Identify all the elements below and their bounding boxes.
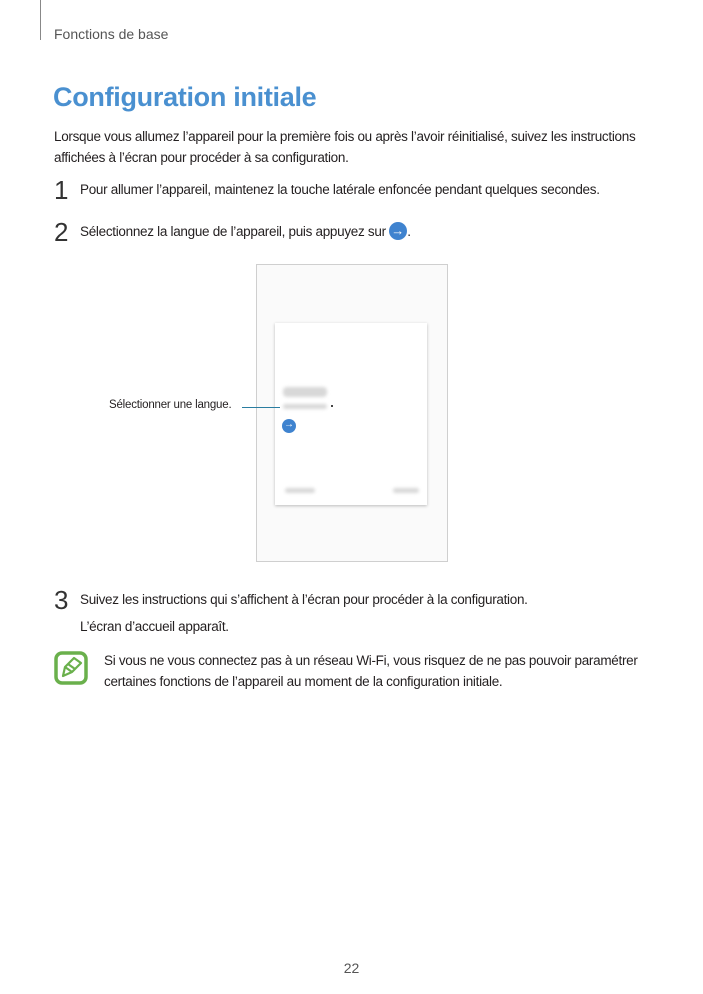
page-number: 22 [343,960,360,976]
step-3-result: L’écran d’accueil apparaît. [80,619,229,634]
blurred-language-selector [283,404,327,409]
intro-paragraph: Lorsque vous allumez l’appareil pour la première fois ou après l’avoir réinitialisé, suivez les instructions affichées à l’écran pour procéder à sa configuration. [54,129,636,165]
phone-screen-illustration [256,264,448,562]
step-number: 3 [54,585,69,615]
step-number: 1 [54,175,69,205]
step-2 [54,219,411,245]
dropdown-dot [331,405,333,407]
step-3 [54,587,528,613]
step-number: 2 [54,217,69,247]
next-arrow-icon [389,222,407,240]
page-title: Configuration initiale [53,82,317,112]
note-pencil-icon [54,651,88,685]
language-dialog-illustration [275,323,427,505]
step-text: Suivez les instructions qui s’affichent à l’écran pour procéder à la configuration. [80,592,528,607]
next-arrow-icon [282,419,296,433]
blurred-welcome-text [283,387,327,397]
note-text: Si vous ne vous connectez pas à un réseau Wi-Fi, vous risquez de ne pas pouvoir paramétrer certaines fonctions de l’appareil au moment de la configuration initiale. [104,653,638,689]
callout-line [242,407,280,408]
step-1 [54,177,600,203]
step-text-before: Sélectionnez la langue de l’appareil, puis appuyez sur [80,224,390,239]
step-text [80,222,411,242]
blurred-left-button [285,488,315,493]
blurred-right-button [393,488,419,493]
section-title: Fonctions de base [54,26,169,42]
step-text-after: . [407,224,411,239]
step-text: Pour allumer l’appareil, maintenez la touche latérale enfoncée pendant quelques secondes. [80,182,600,197]
callout-label: Sélectionner une langue. [109,399,232,411]
header-divider [40,0,41,40]
